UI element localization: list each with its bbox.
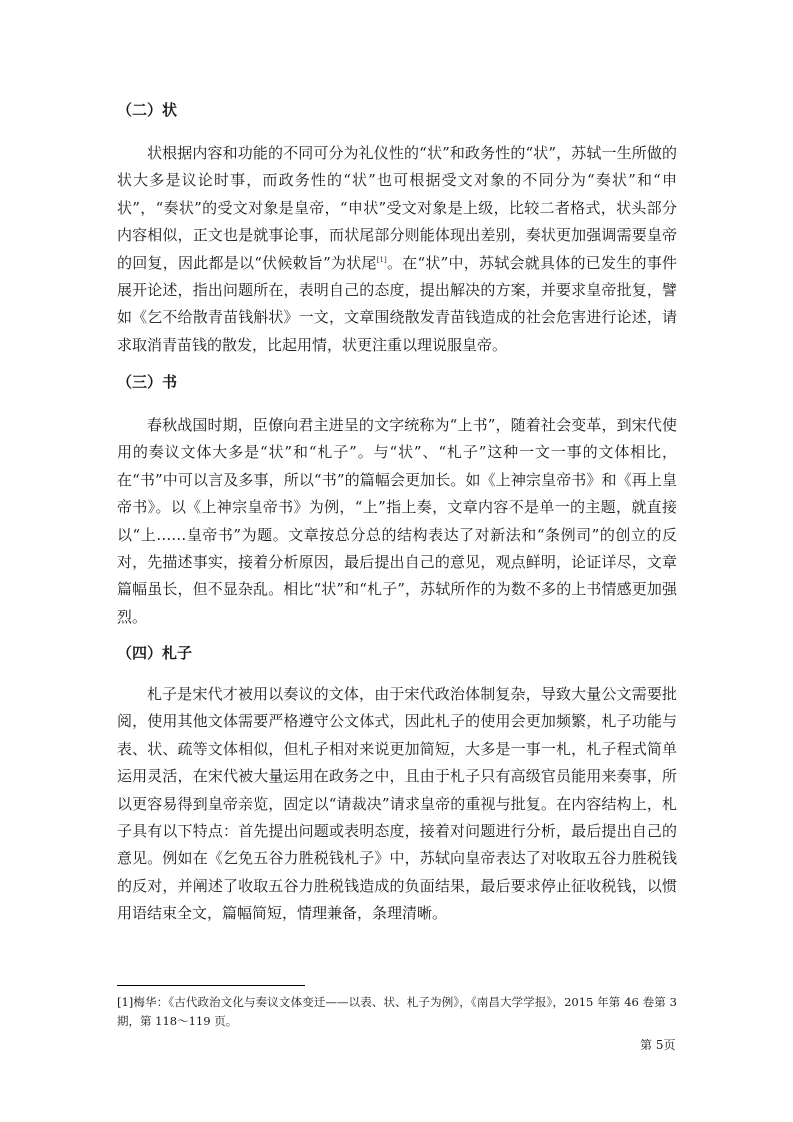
paragraph-zhazi: 札子是宋代才被用以奏议的文体，由于宋代政治体制复杂，导致大量公文需要批阅，使用其他文体需要严格遵守公文体式，因此札子的使用会更加频繁，札子功能与表、状、疏等文体相似，但札子相对来说更加简短，大多是一事一札，札子程式简单运用灵活，在宋代被大量运用在政务之中，且由于札子只有高级官员能用来奏事，所以更容易得到皇帝亲览，固定以“请裁决”请求皇帝的重视与批复。在内容结构上，札子具有以下特点：首先提出问题或表明态度，接着对问题进行分析，最后提出自己的意见。例如在《乞免五谷力胜税钱札子》中，苏轼向皇帝表达了对收取五谷力胜税钱的反对，并阐述了收取五谷力胜税钱造成的负面结果，最后要求停止征收税钱，以惯用语结束全文，篇幅简短，情理兼备，条理清晰。 [117, 685, 677, 923]
footnote-divider [117, 985, 305, 986]
section-heading-zhazi: （四）札子 [117, 644, 193, 662]
paragraph-zhuang [117, 140, 677, 359]
paragraph-shu: 春秋战国时期，臣僚向君主进呈的文字统称为“上书”，随着社会变革，到宋代使用的奏议文体大多是“状”和“札子”。与“状”、“札子”这种一文一事的文体相比，在“书”中可以言及多事，所以“书”的篇幅会更加长。如《上神宗皇帝书》和《再上皇帝书》。以《上神宗皇帝书》为例，“上”指上奏，文章内容不是单一的主题，就直接以“上……皇帝书”为题。文章按总分总的结构表达了对新法和“条例司”的创立的反对，先描述事实，接着分析原因，最后提出自己的意见，观点鲜明，论证详尽，文章篇幅虽长，但不显杂乱。相比“状”和“札子”，苏轼所作的为数不多的上书情感更加强烈。 [117, 416, 677, 626]
section-heading-zhuang: （二）状 [117, 101, 178, 119]
page-number: 第 5页 [640, 1038, 676, 1052]
footnote: [1]梅华：《古代政治文化与奏议文体变迁——以表、状、札子为例》，《南昌大学学报》，2015 年第 46 卷第 3 期，第 118～119 页。 [117, 995, 677, 1028]
footnote-reference[interactable]: [1] [376, 255, 387, 264]
paragraph-zhuang-text-cont: 。在“状”中，苏轼会就具体的已发生的事件展开论述，指出问题所在，表明自己的态度，提出解决的方案，并要求皇帝批复，譬如《乞不给散青苗钱斛状》一文，文章围绕散发青苗钱造成的社会危害进行论述，请求取消青苗钱的散发，比起用情，状更注重以理说服皇帝。 [117, 253, 678, 354]
section-heading-shu: （三）书 [117, 373, 178, 391]
paragraph-zhuang-text: 状根据内容和功能的不同可分为礼仪性的“状”和政务性的“状”，苏轼一生所做的状大多是议论时事，而政务性的“状”也可根据受文对象的不同分为“奏状”和“申状”，“奏状”的受文对象是皇帝，“申状”受文对象是上级，比较二者格式，状头部分内容相似，正文也是就事论事，而状尾部分则能体现出差别，奏状更加强调需要皇帝的回复，因此都是以“伏候敕旨”为状尾 [117, 144, 677, 272]
